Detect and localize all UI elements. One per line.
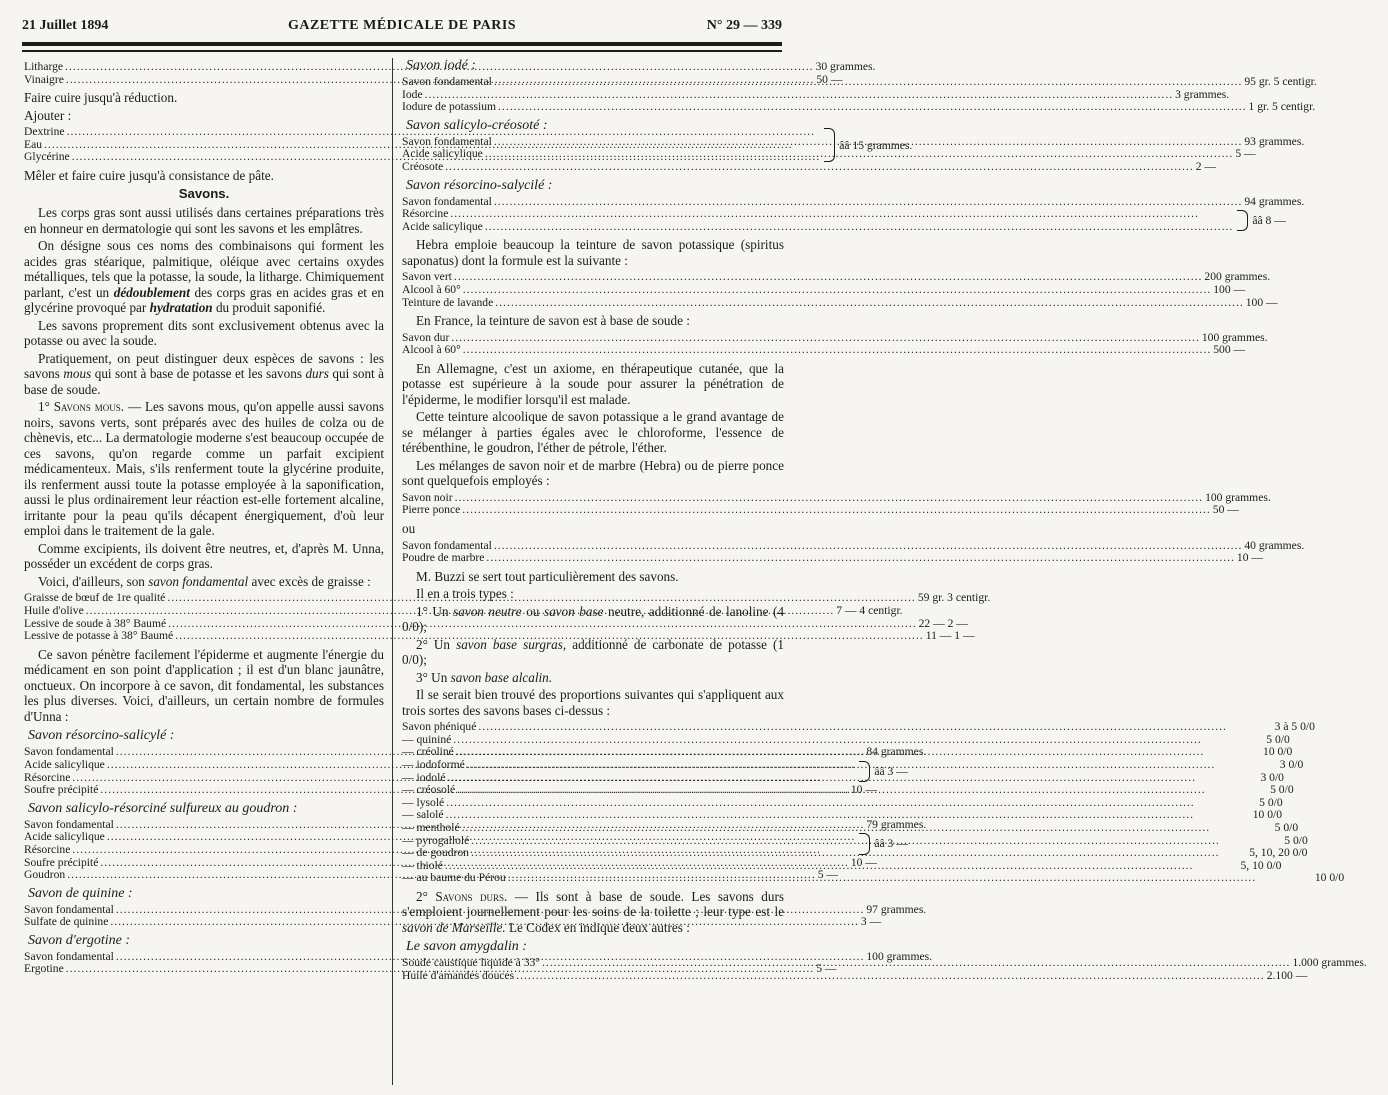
proportion: 5 0/0 (1270, 783, 1294, 797)
paragraph: En Allemagne, c'est un axiome, en thérapeutique cutanée, que la potasse est supérieure à la soude pour assurer la pénétration de l'épiderme, le modifier lorsqu'il est malade. (402, 360, 784, 407)
paragraph: M. Buzzi se sert tout particulièrement des savons. (416, 568, 679, 584)
recipe-row: Savon fondamental ..... 84 grammes. (24, 746, 384, 759)
paragraph: 1° Savons mous. — Les savons mous, qu'on appelle aussi savons noirs, savons verts, sont préparés avec des huiles de colza ou de chènevis, etc... La dermatologie moderne s'est beaucoup occupée de ces savons, qu'on regarde comme un parfait excipient médicamenteux. Mais, s'ils renferment toute la glycérine produite, ils renferment aussi toute la potasse employée à la saponification, aussi le plus ordinairement leur réaction est-elle fortement alcaline, irritante pour la peau qu'ils décapent énergiquement, d'où leur emploi dans le traitement de la gale. (24, 399, 384, 539)
column-divider (392, 58, 393, 1085)
recipe-row: Savon fondamental ..... 95 gr. 5 centigr. (402, 76, 784, 89)
paragraph: Il en a trois types : (416, 586, 514, 602)
ingredient: — mentholé (402, 820, 460, 834)
recipe-brace-group: Résorcine ..... Acide salicylique ..... ââ 8 — (402, 208, 784, 233)
recipe-row: Eau ..... (24, 139, 822, 152)
proportion: 3 0/0 (1279, 757, 1304, 771)
ingredient: — au baume du Pérou (402, 871, 506, 885)
paragraph: Les mélanges de savon noir et de marbre (Hebra) ou de pierre ponce sont quelquefois employés : (402, 457, 784, 489)
proportion: 5 0/0 (1274, 820, 1299, 834)
recipe-row: Savon dur ..... 100 grammes. (402, 332, 784, 345)
page-header (22, 18, 782, 38)
paragraph: En France, la teinture de savon est à base de soude : (416, 313, 690, 329)
recipe-row: Savon fondamental ..... 93 grammes. (402, 136, 784, 149)
ingredient: — salolé (402, 808, 444, 822)
recipe-row: Savon fondamental ..... 79 grammes. (24, 819, 384, 832)
recipe-row (402, 820, 1299, 835)
text-line: ou (402, 521, 416, 536)
recipe-title: Savon salicylo-résorciné sulfureux au goudron : (28, 800, 298, 816)
recipe-title: Savon iodé : (406, 58, 476, 73)
recipe-savon-marbre (402, 538, 1305, 565)
recipe-teinture-potassique (402, 270, 1278, 309)
ingredient: — de goudron (402, 846, 469, 860)
quantity: ââ 15 grammes. (839, 138, 913, 152)
ingredient: — pyrogallolé (402, 833, 470, 847)
recipe-row (402, 720, 1315, 734)
recipe-row: Savon fondamental ..... 97 grammes. (24, 904, 384, 917)
paragraph: 2° Savons durs. — Ils sont à base de soude. Les savons durs s'emploient journellement pour les soins de la toilette ; leur type est le savon de Marseille. Le Codex en indique deux autres : (402, 888, 785, 935)
recipe-title: Le savon amygdalin : (406, 939, 527, 955)
recipe-row: Créosote ..... 2 — (402, 161, 784, 174)
paragraph: Cette teinture alcoolique de savon potassique a le grand avantage de se mélanger à parties égales avec le chloroforme, l'essence de térébenthine, le goudron, l'éther de pétrole, l'éther. (402, 409, 784, 456)
proportion: 5, 10 0/0 (1240, 858, 1282, 872)
paragraph: Comme excipients, ils doivent être neutres, et, d'après M. Unna, posséder un excédent de corps gras. (24, 540, 384, 572)
paragraph: 2° Un savon base surgras, additionné de carbonate de potasse (1 0/0); (402, 636, 784, 668)
recipe-row: Dextrine ..... (24, 126, 822, 139)
recipe-row: Lessive de soude à 38° Baumé ..... 22 — 2 — (24, 618, 384, 631)
recipe-row: Lessive de potasse à 38° Baumé ..... 11 — 1 — (24, 630, 384, 643)
recipe-row: Soufre précipité ..... 10 — (24, 784, 384, 797)
proportion: 5, 10, 20 0/0 (1249, 846, 1308, 860)
quantity: 50 — (816, 72, 843, 86)
recipe-row: Savon fondamental ..... 94 grammes. (402, 196, 784, 209)
proportion: 5 0/0 (1284, 833, 1308, 847)
recipe-row: Alcool à 60° ..... 500 — (402, 344, 784, 357)
recipe-row: Savon vert ..... 200 grammes. (402, 271, 784, 284)
header-date: 21 Juillet 1894 (22, 18, 109, 33)
recipe-title: Savon d'ergotine : (28, 932, 131, 948)
ingredient: — iodolé (402, 770, 446, 784)
ingredient: Vinaigre (24, 72, 64, 86)
recipe-row: Savon fondamental ..... 100 grammes. (24, 951, 384, 964)
text-line: Ajouter : (24, 107, 72, 123)
proportion: 10 0/0 (1263, 745, 1293, 759)
recipe-row: Pierre ponce ..... 50 — (402, 504, 784, 517)
recipe-row (402, 846, 1308, 860)
paragraph: Les corps gras sont aussi utilisés dans certaines préparations très en honneur en dermatologie qui sont les savons et les emplâtres. (24, 205, 384, 236)
quantity: 30 grammes. (815, 60, 876, 73)
recipe-row: Glycérine ..... (24, 151, 822, 164)
paragraph: On désigne sous ces noms des combinaisons qui forment les acides gras stéarique, palmitique, oléique avec certains oxydes métalliques, tels que la potasse, la soude, la litharge. Chimiquement parlant, c'est un dédoublement des corps gras en acides gras et en glycérine provoqué par hydratation du produit saponifié. (24, 238, 384, 316)
paragraph: Voici, d'ailleurs, son savon fondamental avec excès de graisse : (38, 573, 371, 589)
journal-title: GAZETTE MÉDICALE DE PARIS (287, 18, 517, 33)
proportion: 10 0/0 (1314, 871, 1345, 885)
brace-mark (1237, 210, 1248, 231)
issue-page-number: N° 29 — 339 (706, 18, 782, 33)
recipe-teinture-soude (402, 330, 1268, 357)
ingredient: — créoliné (402, 745, 454, 759)
paragraph: 3° Un savon base alcalin. (416, 669, 553, 685)
recipe-row (402, 871, 1345, 885)
proportion: 5 0/0 (1266, 732, 1290, 746)
recipe-row: Savon fondamental ..... 40 grammes. (402, 540, 784, 553)
recipe-row: Teinture de lavande ..... 100 — (402, 297, 784, 310)
paragraph: 1° Un savon neutre ou savon base neutre, additionné de lanoline (4 0/0); (402, 603, 785, 635)
proportion: 3 à 5 0/0 (1274, 720, 1315, 734)
section-heading: Savons. (178, 186, 230, 202)
recipe-row: Huile d'olive ..... 7 — 4 centigr. (24, 605, 384, 618)
recipe-row: Graisse de bœuf de 1re qualité ..... 59 gr. 3 centigr. (24, 592, 384, 605)
recipe-title: Savon résorcino-salycilé : (406, 177, 553, 193)
text-line: Faire cuire jusqu'à réduction. (24, 90, 178, 106)
header-rule-thick (22, 42, 782, 46)
recipe-brace-group: Acide salicylique ..... Résorcine ..... ââ 3 — (24, 759, 384, 784)
recipe-row: Acide salicylique ..... 5 — (402, 148, 784, 161)
recipe-row: Acide salicylique ..... (24, 759, 857, 772)
proportion: 3 0/0 (1260, 770, 1284, 784)
recipe-row: Iodure de potassium ..... 1 gr. 5 centigr. (402, 101, 784, 114)
recipe-title: Savon résorcino-salicylé : (28, 728, 175, 744)
recipe-row: Poudre de marbre ..... 10 — (402, 552, 784, 565)
recipe-row: Iode ..... 3 grammes. (402, 89, 784, 102)
recipe-row: Soufre précipité ..... 10 — (24, 857, 384, 870)
ingredient: — quininé (402, 732, 452, 746)
paragraph: Les savons proprement dits sont exclusivement obtenus avec la potasse ou avec la soude. (24, 317, 384, 349)
ingredient: — thiolé (402, 858, 443, 872)
recipe-row: Résorcine ..... (24, 772, 857, 785)
ingredient: — iodoformé (402, 757, 465, 771)
recipe-row: Alcool à 60° ..... 100 — (402, 284, 784, 297)
recipe-row: Résorcine ..... (402, 208, 1235, 221)
proportion: 5 0/0 (1259, 795, 1283, 809)
recipe-savon-ponce (402, 490, 1271, 517)
proportion: 10 0/0 (1252, 808, 1283, 822)
ingredient: — créosolé (402, 783, 456, 797)
recipe-title: Savon de quinine : (28, 885, 133, 901)
recipe-row: Acide salicylique ..... (24, 831, 857, 844)
recipe-row: Soude caustique liquide à 33° ..... 1.000 grammes. (402, 957, 784, 970)
recipe-title: Savon salicylo-créosoté : (406, 117, 548, 133)
recipe-row (24, 72, 843, 87)
recipe-row: Ergotine ..... 5 — (24, 963, 384, 976)
header-rule-thin (22, 50, 782, 52)
recipe-row: Goudron ..... 5 — (24, 869, 384, 882)
recipe-row: Huile d'amandes douces ..... 2.100 — (402, 970, 784, 983)
recipe-row (402, 757, 1304, 772)
paragraph: Ce savon pénètre facilement l'épiderme et augmente l'énergie du médicament en son point d'application ; il est d'un blanc jaunâtre, onctueux. On incorpore à ce savon, dit fondamental, les substances les plus diverses. Voici, d'ailleurs, un certain nombre de formules d'Unna : (24, 646, 384, 724)
paragraph: Hebra emploie beaucoup la teinture de savon potassique (spiritus saponatus) dont la formule est la suivante : (402, 237, 784, 268)
recipe-row: Acide salicylique ..... (402, 221, 1235, 234)
ingredient: — lysolé (402, 795, 445, 809)
ingredient: Litharge (24, 60, 64, 73)
recipe-row: Sulfate de quinine ..... 3 — (24, 916, 384, 929)
paragraph: Pratiquement, on peut distinguer deux espèces de savons : les savons mous qui sont à base de potasse et les savons durs qui sont à base de soude. (24, 350, 385, 397)
paragraph: Il se serait bien trouvé des proportions suivantes qui s'appliquent aux trois sortes des savons bases ci-dessus : (402, 687, 784, 718)
text-line: Mêler et faire cuire jusqu'à consistance de pâte. (24, 167, 274, 183)
ingredient: Savon phéniqué (402, 720, 477, 734)
recipe-row: Savon noir ..... 100 grammes. (402, 492, 784, 505)
recipe-brace-group: Acide salicylique ..... Résorcine ..... ââ 3 — (24, 831, 384, 856)
recipe-row: Résorcine ..... (24, 844, 857, 857)
